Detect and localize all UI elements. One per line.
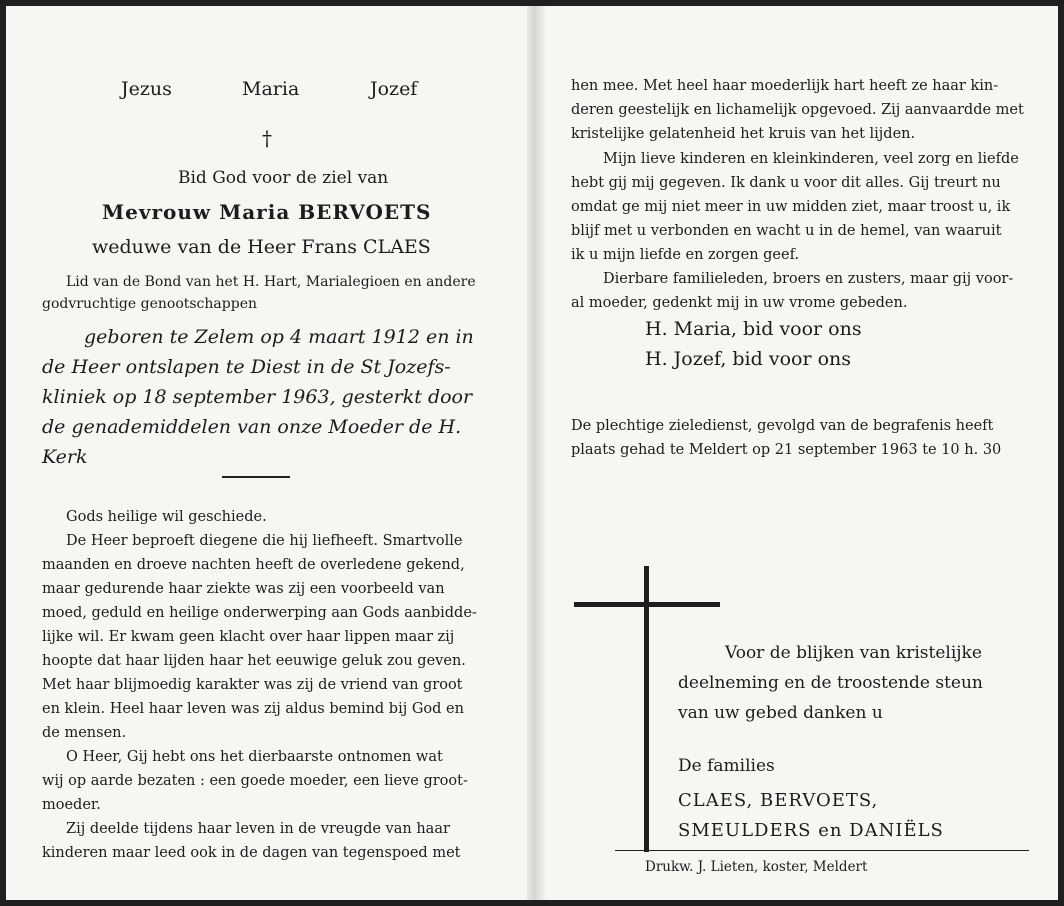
body-line: hoopte dat haar lijden haar het eeuwige geluk zou geven.: [42, 653, 466, 669]
body-line: en klein. Heel haar leven was zij aldus bemind bij God en: [42, 701, 464, 717]
bio-line-5: Kerk: [42, 446, 88, 468]
body-line: kinderen maar leed ook in de dagen van tegenspoed met: [42, 845, 461, 861]
left-page: [6, 6, 527, 900]
body-line: kristelijke gelatenheid het kruis van het lijden.: [571, 126, 916, 142]
header-name-maria: Maria: [242, 78, 300, 100]
body-line: Met haar blijmoedig karakter was zij de vriend van groot: [42, 677, 463, 693]
families-label: De families: [678, 756, 775, 776]
large-cross-icon: [644, 566, 649, 852]
printer-line: Drukw. J. Lieten, koster, Meldert: [645, 859, 868, 875]
body-line: Dierbare familieleden, broers en zusters, maar gij voor-: [603, 271, 1014, 287]
body-line: O Heer, Gij hebt ons het dierbaarste ontnomen wat: [66, 749, 443, 765]
body-line: wij op aarde bezaten : een goede moeder, een lieve groot-: [42, 773, 468, 789]
body-line: blijf met u verbonden en wacht u in de hemel, van waaruit: [571, 223, 1002, 239]
card-fold: [527, 6, 545, 900]
body-line: Zij deelde tijdens haar leven in de vreugde van haar: [66, 821, 450, 837]
right-page: [545, 6, 1064, 900]
body-line: moeder.: [42, 797, 101, 813]
body-line: de mensen.: [42, 725, 127, 741]
body-line: De Heer beproeft diegene die hij liefheeft. Smartvolle: [66, 533, 463, 549]
body-line: Gods heilige wil geschiede.: [66, 509, 267, 525]
thanks-line-2: deelneming en de troostende steun: [678, 673, 983, 693]
bio-line-2: de Heer ontslapen te Diest in de St Jozefs-: [42, 356, 451, 378]
intro-line: Bid God voor de ziel van: [178, 168, 389, 188]
deceased-name: Mevrouw Maria BERVOETS: [102, 200, 432, 224]
large-cross-bar: [574, 602, 720, 607]
body-line: moed, geduld en heilige onderwerping aan Gods aanbidde-: [42, 605, 477, 621]
body-line: ik u mijn liefde en zorgen geef.: [571, 247, 800, 263]
widow-of-line: weduwe van de Heer Frans CLAES: [92, 236, 431, 258]
small-cross-icon: †: [262, 126, 272, 150]
body-line: omdat ge mij niet meer in uw midden ziet, maar troost u, ik: [571, 199, 1011, 215]
thanks-line-1: Voor de blijken van kristelijke: [725, 643, 982, 663]
header-name-jezus: Jezus: [121, 78, 172, 100]
bio-line-4: de genademiddelen van onze Moeder de H.: [42, 416, 462, 438]
prayer-jozef: H. Jozef, bid voor ons: [645, 348, 851, 370]
thanks-line-3: van uw gebed danken u: [678, 703, 883, 723]
bio-line-1: geboren te Zelem op 4 maart 1912 en in: [84, 326, 474, 348]
body-line: maar gedurende haar ziekte was zij een voorbeeld van: [42, 581, 445, 597]
body-line: al moeder, gedenkt mij in uw vrome gebeden.: [571, 295, 908, 311]
header-name-jozef: Jozef: [370, 78, 418, 100]
body-line: Mijn lieve kinderen en kleinkinderen, veel zorg en liefde: [603, 151, 1019, 167]
body-line: maanden en droeve nachten heeft de overledene gekend,: [42, 557, 465, 573]
funeral-line-2: plaats gehad te Meldert op 21 september 1963 te 10 h. 30: [571, 442, 1002, 458]
membership-line-2: godvruchtige genootschappen: [42, 296, 257, 312]
funeral-line-1: De plechtige zieledienst, gevolgd van de begrafenis heeft: [571, 418, 994, 434]
family-names-line-2: SMEULDERS en DANIËLS: [678, 820, 944, 841]
body-line: hen mee. Met heel haar moederlijk hart heeft ze haar kin-: [571, 78, 999, 94]
family-names-line-1: CLAES, BERVOETS,: [678, 790, 879, 811]
body-line: hebt gij mij gegeven. Ik dank u voor dit alles. Gij treurt nu: [571, 175, 1001, 191]
membership-line-1: Lid van de Bond van het H. Hart, Marialegioen en andere: [66, 274, 476, 290]
printer-rule: [615, 850, 1029, 851]
body-line: deren geestelijk en lichamelijk opgevoed. Zij aanvaardde met: [571, 102, 1024, 118]
body-line: lijke wil. Er kwam geen klacht over haar lippen maar zij: [42, 629, 455, 645]
prayer-maria: H. Maria, bid voor ons: [645, 318, 862, 340]
bio-line-3: kliniek op 18 september 1963, gesterkt door: [42, 386, 473, 408]
separator-rule: [222, 476, 290, 478]
